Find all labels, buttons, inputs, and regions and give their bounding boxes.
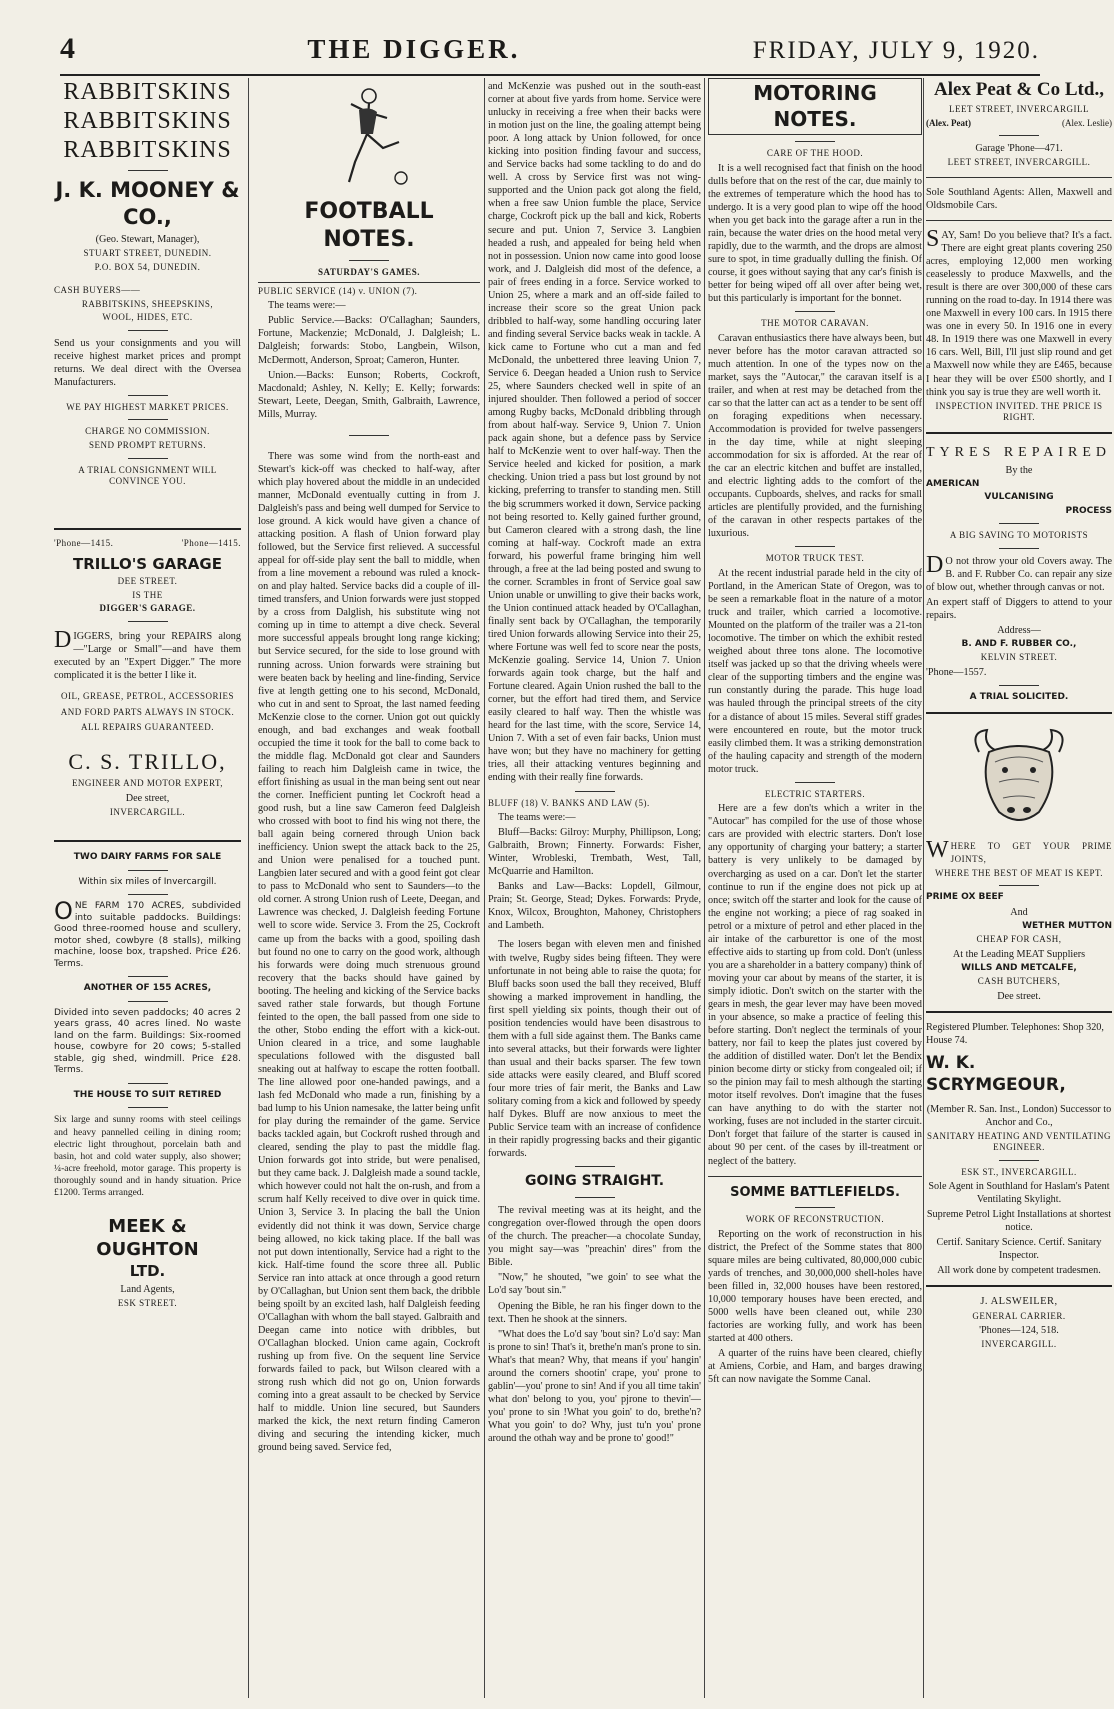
butcher-advert <box>926 722 1112 1003</box>
divider <box>999 885 1039 886</box>
divider <box>128 458 168 459</box>
tyres-trial: A TRIAL SOLICITED. <box>969 692 1069 703</box>
tyres-by-the: By the <box>1005 464 1033 476</box>
divider <box>349 435 389 436</box>
peat-partner: (Alex. Peat) <box>926 117 971 128</box>
bluff-team: Bluff—Backs: Gilroy: Murphy, Phillipson, Long; Galbraith, Brown; Finnerty. Forwards: Fisher, Winter, Wrobleski, Trembath, West, Tall, McQuarrie and Hamilton. <box>488 827 701 878</box>
somme-body: A quarter of the ruins have been cleared, chiefly at Amiens, Corbie, and Ham, and barges drawing 5ft can now navigate the Somme Canal. <box>708 1348 922 1386</box>
column-rule <box>704 78 705 1698</box>
meek-ltd: LTD. <box>129 1261 166 1280</box>
divider <box>795 782 835 783</box>
divider <box>999 523 1039 524</box>
butcher-and: And <box>1010 906 1028 918</box>
football-heading: FOOTBALL NOTES. <box>304 199 434 253</box>
advert-divider <box>54 528 241 530</box>
divider <box>128 621 168 622</box>
teams-were: The teams were:— <box>268 300 346 312</box>
tyres-process: PROCESS <box>1065 505 1112 516</box>
column-5 <box>926 78 1112 1698</box>
tyres-american: AMERICAN <box>926 478 980 489</box>
tyres-company: B. AND F. RUBBER CO., <box>961 638 1077 649</box>
divider <box>575 1197 615 1198</box>
farms-sub: Within six miles of Invercargill. <box>78 876 217 887</box>
divider <box>349 260 389 261</box>
mooney-trial: A TRIAL CONSIGNMENT WILL CONVINCE YOU. <box>78 464 217 487</box>
farm-one: NE FARM 170 ACRES, subdivided into suitable paddocks. Buildings: Good three-roomed house and scullery, motor shed, cowbyre (8 stalls), milking machine, loose box, trapshed. Price £26. Terms. <box>54 901 241 969</box>
drop-cap: S <box>926 226 940 252</box>
issue-date: FRIDAY, JULY 9, 1920. <box>752 37 1040 64</box>
mooney-box: P.O. BOX 54, DUNEDIN. <box>94 261 201 272</box>
mooney-goods: WOOL, HIDES, ETC. <box>102 312 193 323</box>
advert-divider <box>54 840 241 842</box>
scrymgeour-advert <box>926 1021 1112 1278</box>
trillo-town: INVERCARGILL. <box>109 806 186 817</box>
peat-street: LEET STREET, INVERCARGILL. <box>947 157 1091 168</box>
match-report-continued: and McKenzie was pushed out in the south-east corner at about five yards from home. Service were unlucky in receiving a free when their backs were in motion just on the line, the goaling attempt being poor. A long attack by Union followed, for once kicking into position finding favour and success, and Service backs had some tackling to do and do well. A cross by Service first was not wing-supported and the Union pack got along the field, when a free saw Union fumble the place, Service charge, Cockroft pick up the ball and kick, Roberts secure and put. Union 7, Service 3. Langbien headed a rush, and appealed for being held when not in possession. Union now came into good loose work, and J. Dalgleish did most of the defence, a pair of frees ending in a force. Service worked to Union 25, where a mark and an off-side failed to increase their score so the great Union pack dribbled to half-way, some handling occuring later and finding several Service backs weak in tackle. A kick came to Fortune who cut a man and fed McDonald, the unbettered three leaving Union 7, Service 6. Deegan headed a Union rush to Service 25, where Saunders checked well in spite of an injured shoulder. Then followed a period of soccer among Rugby backs, McDonald dribbling through from about half-way. Service 9, Union 7. Union pack again shone, but a defence pass by Service half to McKenzie went to over half-way. Then the Service heeled and kicked for position, a mark checking. Union tried a pass but lost ground by not kicking, preferring to transfer to standing men. Still the big scrummers worked it down, Service packing not being resorted to. Kelly gained further ground, but Cameron cleared with a strong dash, the line coming at half-way. Cockroft made an extra forward, his powerful frame bringing him well through, a free at the lad being posted and swung to the corner. Scrambles in front of Service goal saw Union unable or unwilling to give their backs work, the Union continued attack headed by O'Callaghan, finally sent back by O'Callaghan, the temporarily tired Union forwards allowing Service into their 25, where Fortune was well fed to score near the posts, McKenzie goaling. Service 14, Union 7. Union forwards again took charge, but the half and Fortune cleared. Again Union rushed the ball to the corner, but the effort had tired them, and Service easily cleared to half way. Then the whistle was heard for the last time, with the score, Service 14, Union 7. With a set of even fair backs, Union must have won; but they have no machinery for getting tries, all their attacking ventures beginning and ending with their really fine forwards. <box>488 81 701 784</box>
butcher-leading: At the Leading MEAT Suppliers <box>952 948 1086 960</box>
column-4 <box>708 78 922 1698</box>
peat-say: AY, Sam! Do you believe that? It's a fact. There are eight great plants covering 250 acres, employing 12,000 men working ceaselessly to produce Maxwells, and the result is there are over 300,000 of these cars running on the road to-day. In 1914 there was one Maxwell in every 100 cars. In 1915 there was one in every 50. In 1916 one in every 48. In 1919 there was one Maxwell in every 16 cars. Well, Bill, I'll just slip round and get a Maxwell now while they are £465, because I hear they will be over £500 shortly, and I think you say is true they are well worth it. <box>926 230 1112 398</box>
trillo-oil: OIL, GREASE, PETROL, ACCESSORIES AND FORD PARTS ALWAYS IN STOCK. <box>60 690 235 718</box>
tyres-expert: An expert staff of Diggers to attend to your repairs. <box>926 596 1112 621</box>
mooney-returns: SEND PROMPT RETURNS. <box>88 439 207 450</box>
scrymgeour-sanitary: SANITARY HEATING AND VENTILATING ENGINEER. <box>926 1130 1112 1153</box>
truck-heading: MOTOR TRUCK TEST. <box>765 553 865 564</box>
trillo-is-the: IS THE <box>132 589 163 600</box>
caravan-body: Caravan enthusiastics there have always been, but never before has the motor caravan attracted so much attention. In one of the types now on the market, says the "Autocar," the caravan itself is a trailer, and when at rest may be detached from the car so that the latter can act as a tender to be sent off on foraging expeditions when necessary. Accommodation is provided for twelve passengers in the day time, while at night sleeping accommodation for six is afforded. At the rear of the car an electric kitchen and buffet are installed, and electric lighting adds to the comfort of the occupants. Cupboards, shelves, and racks for small articles are plentifully provided, and the furnishing of the caravan in other respects partakes of the luxurious. <box>708 332 922 540</box>
going-straight-body: Opening the Bible, he ran his finger down to the text. Then he shook at the sinners. <box>488 1300 701 1325</box>
trillo-body: IGGERS, bring your REPAIRS along —"Large or Small"—and have them executed by an "Expert Digger." The more complicated it is the better I like it. <box>54 630 241 681</box>
peat-name: Alex Peat & Co Ltd., <box>934 79 1104 100</box>
drop-cap: D <box>54 626 72 653</box>
mooney-charge: CHARGE NO COMMISSION. <box>85 426 210 437</box>
scrymgeour-name: W. K. SCRYMGEOUR, <box>926 1053 1066 1095</box>
tyres-vulcanising: VULCANISING <box>984 492 1054 503</box>
house-body: Six large and sunny rooms with steel ceilings and heavy pannelled ceiling in dining room; electric light throughout, porcelain bath and basin, hot and cold water supply, also shower; ¼-acre freehold, motor garage. This property is thoroughly sound and in handy situation. Price £1200. Terms arranged. <box>54 1115 241 1199</box>
mooney-manager: (Geo. Stewart, Manager), <box>95 234 200 246</box>
column-rule <box>923 78 924 1698</box>
farm-another: ANOTHER OF 155 ACRES, <box>83 983 212 994</box>
football-sub: SATURDAY'S GAMES. <box>317 267 421 278</box>
divider <box>795 141 835 142</box>
alsweiler-phones: 'Phones—124, 518. <box>979 1325 1059 1337</box>
trillo-dee: Dee street, <box>125 792 170 804</box>
meek-street: ESK STREET. <box>117 1297 178 1308</box>
column-rule <box>484 78 485 1698</box>
peat-garage-phone: Garage 'Phone—471. <box>975 143 1063 155</box>
tyres-address-label: Address— <box>997 624 1041 636</box>
divider <box>795 311 835 312</box>
divider <box>258 282 480 283</box>
tyres-street: KELVIN STREET. <box>980 652 1058 663</box>
match-report: There was some wind from the north-east and Stewart's kick-off was checked to half-way, after which play hovered about the middle in an undecided manner, McDonald eventually cutting in from J. Dalgleish's pass and being well dumped for Service to lose ground. A kick would have given a chance of attacking position. A flash of Union forward play followed, but the Service first relieved. A successful appeal for off-side play sent the ball to middle, when from a line movement a rebound was ruled a knock-on and play halted. Service backs did a couple of ill-timed transfers, and Union forwards were just stopped by a cross from Dalglish, his substitute wing not coming up in time to attempt a dive check. Several more successful appeals brought long range kicking; but Service secured, for the side to lose ground with running across. Union forwards were straining but were beaten back by heeling and line-finding, Service five at length getting one to his second, McDonald, who cut in and sent to Sproat, the last named feeding McKenzie close to the corner. Union got out quickly enough, and bad exchanges and weak football occupied the time it took for the ball to come back to the middle flag. McDonald got clear and Saunders failing to reach him Dalgleish came in twice, the effort finishing as usual in the man being sent out near the corner. Inefficient punting let Cockroft head a good rush, but a line saw Cameron feed Dalgleish who crossed with boot to find his wing not there, the ball again being cornered through Union back inefficiency. Union swept the attack back to the 25, and Union were penalised for a touched punt. Langbien later secured and with a good feint got clear to pass to McDonald who sent to Saunders—to the old corner. A strong Union rush of Leete, Deegan, and Lawrence was checked, J. Dalgleish feeding Fortune well to score wide. Service 3. From the 25, Cockroft came up from the backs with a good, spoiling dash but found no one to carry on the good work, although his forwards were doing much strenuous ground recovery that the backs should have gained by booting. The heeling and kicking of the Service backs saved rather stale forwards, but though Fortune feinted to the open, the ball passed from one side to the other, Stobo ending the effort with a kick-out. Union cleared in a trice, and some laughable speculations followed with the disgusted ball sneaking out at halfway to escape the rotten football. The line allowed poor one-handed pawings, and a lash fed McDonald who made a run, finishing by a bad lump to his Union namesake, the latter being unfit for play during the remainder of the game. Service backs tackled again, but Cockroft rushed through and cleared, sending the play to past the middle flag. Union forwards got into stride, but were penalised, but they came back. J. Dalgleish made a sound tackle, which however could not halt the on-rush, and from a scrum half Kelly received to dive over in quick time. Union 3, Service 3. In placing the ball the Union evidently did not think it was down, Service charge being allowed, no kick taking place. If the ball was not put down intentionally, Service had a right to the kick. Half-time found the score three all. Public Service ran into attack at once through a good return by O'Callaghan, but Union sent them back, the dribble being spoilt by an excited lash, half Dalgleish feeding O'Callaghan with whom the ball stayed. Galbraith and Deegan came into notice with dribbles, but O'Callaghan blocked. Union came again, Cockroft rushing up from five. On the sequent line Service forwards failed to pack, but Wilson cleared with a strong rush which did not go on, Union forwards coming into a great assault to be checked by Service half to middle. Union line secured, but Saunders marked the kick, the next return finding Cameron diving and securing the intending kicker, much ground being saved. Service fed, <box>258 450 480 1454</box>
divider <box>795 1207 835 1208</box>
rabbitskins-line: RABBITSKINS <box>63 107 232 134</box>
drop-cap: W <box>926 836 949 863</box>
somme-body: Reporting on the work of reconstruction in his district, the Prefect of the Somme states that 800 square miles are being cultivated, 80,000,000 cubic yards of trenches, and 30,000,000 shell-holes have been filled in, 32,000 houses have been restored, 10,000 temporary houses have been erected, and 5000 wells have been cleaned out, while 230 factories are working fully, and work has been started at 400 others. <box>708 1228 922 1345</box>
column-1 <box>54 78 241 1698</box>
butcher-firm: WILLS AND METCALFE, <box>961 962 1077 973</box>
alsweiler-name: J. ALSWEILER, <box>980 1296 1058 1308</box>
mooney-street: STUART STREET, DUNEDIN. <box>83 248 212 259</box>
advert-divider <box>926 432 1112 434</box>
tyres-phone: 'Phone—1557. <box>926 666 987 678</box>
going-straight-heading: GOING STRAIGHT. <box>524 1173 665 1190</box>
rabbitskins-line: RABBITSKINS <box>63 79 232 105</box>
tyres-advert <box>926 444 1112 704</box>
divider <box>999 1160 1039 1161</box>
page-number: 4 <box>60 32 75 65</box>
footballer-illustration <box>329 82 409 192</box>
house-heading: THE HOUSE TO SUIT RETIRED <box>73 1089 222 1100</box>
scrymgeour-member: (Member R. San. Inst., London) Successor to Anchor and Co., <box>926 1103 1112 1128</box>
rabbitskins-line: RABBITSKINS <box>63 136 232 163</box>
mooney-send: Send us your consignments and you will receive highest market prices and prompt returns. We deal direct with the Oversea Manufacturers. <box>54 337 241 388</box>
meek-advert <box>54 1215 241 1309</box>
tyres-body: O not throw your old Covers away. The B. and F. Rubber Co. can repair any size of blow out, whether through canvas or not. <box>926 555 1112 593</box>
butcher-prime: PRIME OX BEEF <box>926 892 1004 903</box>
butcher-cheap: CHEAP FOR CASH, <box>976 934 1062 945</box>
peat-advert <box>926 78 1112 424</box>
divider <box>128 330 168 331</box>
butcher-wether: WETHER MUTTON <box>1022 920 1112 931</box>
mooney-goods: RABBITSKINS, SHEEPSKINS, <box>81 298 214 309</box>
divider <box>128 976 168 977</box>
divider <box>926 177 1112 178</box>
divider <box>999 685 1039 686</box>
peat-partner: (Alex. Leslie) <box>1062 117 1112 128</box>
tyres-heading: TYRES REPAIRED <box>926 444 1112 460</box>
column-2 <box>258 78 480 1698</box>
divider <box>795 546 835 547</box>
divider <box>708 1176 922 1177</box>
trillo-owner: C. S. TRILLO, <box>68 748 227 774</box>
divider <box>575 791 615 792</box>
trillo-phone: 'Phone—1415. <box>181 537 241 548</box>
going-straight-body: "Now," he shouted, "we goin' to see what the Lo'd say 'bout sin." <box>488 1272 701 1297</box>
trillo-advert <box>54 538 241 819</box>
motoring-heading: MOTORING NOTES. <box>708 78 922 135</box>
paper-title: THE DIGGER. <box>307 34 521 64</box>
divider <box>128 870 168 871</box>
trillo-guaranteed: ALL REPAIRS GUARANTEED. <box>80 722 215 733</box>
scrymgeour-registered: Registered Plumber. Telephones: Shop 320, House 74. <box>926 1021 1104 1046</box>
butcher-dee: Dee street. <box>997 990 1041 1002</box>
trillo-engineer: ENGINEER AND MOTOR EXPERT, <box>71 778 224 789</box>
mooney-pay: WE PAY HIGHEST MARKET PRICES. <box>66 401 229 412</box>
trillo-name: TRILLO'S GARAGE <box>73 555 222 574</box>
tyres-big-saving: A BIG SAVING TO MOTORISTS <box>949 530 1089 541</box>
meek-name: MEEK & OUGHTON <box>96 1216 199 1261</box>
scrymgeour-agent: Sole Agent in Southland for Haslam's Patent Ventilating Skylight. <box>928 1181 1110 1206</box>
alsweiler-town: INVERCARGILL. <box>981 1339 1057 1350</box>
scrymgeour-certif: Certif. Sanitary Science. Certif. Sanitary Inspector. <box>936 1237 1102 1262</box>
caravan-heading: THE MOTOR CARAVAN. <box>761 318 869 329</box>
divider <box>999 135 1039 136</box>
meek-agents: Land Agents, <box>120 1283 175 1295</box>
divider <box>128 1107 168 1108</box>
teams-were: The teams were:— <box>498 812 576 824</box>
union-team: Union.—Backs: Eunson; Roberts, Cockroft, Macdonald; Ashley, N. Kelly; E. Kelly; forwards: Stewart, Leete, Deegan, Smith, Galbraith, Lawrence, Mills, Murray. <box>258 369 480 420</box>
butcher-cash: CASH BUTCHERS, <box>977 976 1061 987</box>
service-team: Public Service.—Backs: O'Callaghan; Saunders, Fortune, Mackenzie; McDonald, J. Dalgleish; L. Dalgleish; forwards: Stobo, Langbein, Wilson, McDermott, Anderson, Sproat; Cameron, Hunter. <box>258 315 480 366</box>
hood-body: It is a well recognised fact that finish on the hood dulls before that on the rest of the car, due mainly to the extremes of temperature which the hood has to undergo. It is a very good plan to wipe off the hood when you get back into the garage after a run in the rain, because the water dries on the hood metal very rapidly, due to the warmth, and the drops are almost sure to spot, in time gradually dulling the finish. Of course, it goes without saying that any car's finish is better for being wiped off all over after being wet, but this particularly is important for the bonnet. <box>708 162 922 305</box>
divider <box>128 1001 168 1002</box>
going-straight-body: "What does the Lo'd say 'bout sin? Lo'd say: Man is prone to sin! That's it, brethe'n man's prone to sin. What's that mean? Why, that means if you' hangin' around the corners shootin' crape, you' prone to gablin'—you' prone to sin! And if you all time takin' what don' belong to you, you' pjrone to thevin'—you' prone to sin !What you goin' to do, brethe'n? What you goin' to do? Why, just tu'n you' prone around the othah way and be prone to' good!" <box>488 1328 701 1444</box>
alsweiler-carrier: GENERAL CARRIER. <box>972 1310 1066 1321</box>
mooney-name: J. K. MOONEY & CO., <box>55 178 240 230</box>
divider <box>128 1083 168 1084</box>
starters-body: Here are a few don'ts which a writer in the "Autocar" has compiled for the use of those whose cars are provided with electric starters. Don't lose any opportunity of charging your battery; a starter battery is very unlikely to be damaged by overcharging as used on a car. Don't let the starter continue to run if the engine does not pick up at once; switch off the starter and look for the cause of the engine not working; a piece of rag soaked in petrol or a mixture of petrol and ether placed in the air intake of the carburettor is one of the most effective aids to starting up from cold. Don't (unless you are a shareholder in a battery company) think of moving your car about by means of the starter, it is simply idiotic. Don't switch on the starter with the gears in mesh, the gear lever may have been moved in your absence, so make a practice of feeling this before starting. Don't neglect the terminals of your battery, nor fail to keep the plates just covered by the addition of distilled water. Don't let the Bendix pinion become dirty or sticky from congealed oil; if so the pinion may fail to mesh although the starting motor itself revolves. Don't imagine that the fuses can have anything to do with the starter not working, fuses are not included in the starter circuit. Don't forget that failure of the starter is caused in about 90 per cent. of the cases by ill-treatment or neglect of the battery. <box>708 803 922 1167</box>
column-rule <box>248 78 249 1698</box>
masthead <box>60 32 1040 76</box>
scrymgeour-work: All work done by competent tradesmen. <box>937 1265 1101 1277</box>
farms-advert <box>54 852 241 1199</box>
match-two: BLUFF (18) V. BANKS AND LAW (5). <box>488 797 650 808</box>
farms-heading: TWO DAIRY FARMS FOR SALE <box>73 852 222 863</box>
advert-divider <box>926 712 1112 714</box>
bluff-report: The losers began with eleven men and finished with twelve, Rugby sides being fifteen. They were unfortunate in not being able to raise the quota; for Bluff backs soon used the ball they received, Bluff showing a marked improvement in handling, the first spell yielding six points, though their out of position tendencies would have been disastrous to them with a full side against them. The Banks came into several attacks, but their forwards were lighter than usual and their backs sparser. The few town side attacks were easily cleared, and Bluff scored four more tries of fair merit, the Banks and Law solitary coming from a kick and followed by speedy half Dykes. Bluff are now anxious to meet the Public Service team with an increase of confidence in their rapidly progressing backs and their gigantic forwards. <box>488 939 701 1160</box>
somme-heading: SOMME BATTLEFIELDS. <box>730 1184 900 1200</box>
peat-street: LEET STREET, INVERCARGILL <box>949 104 1089 115</box>
divider <box>575 1166 615 1167</box>
trillo-phone: 'Phone—1415. <box>54 537 114 548</box>
scrymgeour-petrol: Supreme Petrol Light Installations at shortest notice. <box>926 1209 1112 1234</box>
truck-body: At the recent industrial parade held in the city of Portland, in the American State of Oregon, was to be seen a remarkable float in the nature of a motor truck and trailer, which carried a locomotive. Mounted on the platform of the trailer was a 21-ton locomotive. The timber on which the exhibit rested weighed about three tons alone. The locomotive itself was jacked up so that the driving wheels were clear of the supporting timbers and the engine was run constantly during the parade. This huge load was hauled through the principal streets of the city for a distance of about 15 miles. Several stiff grades were encountered en route, but the motor truck easily climbed them. It was a striking demonstration of the hauling capacity and strength of the modern motor truck. <box>708 568 922 775</box>
peat-agents: Sole Southland Agents: Allen, Maxwell and Oldsmobile Cars. <box>926 186 1112 211</box>
mooney-advert <box>54 177 241 487</box>
ox-head-illustration <box>959 722 1079 832</box>
butcher-where: WHERE THE BEST OF MEAT IS KEPT. <box>934 867 1104 878</box>
footballer-figure <box>329 82 409 192</box>
column-3 <box>488 78 701 1698</box>
advert-divider <box>926 1011 1112 1013</box>
scrymgeour-esk: ESK ST., INVERCARGILL. <box>961 1166 1077 1177</box>
drop-cap: O <box>54 897 73 926</box>
banks-team: Banks and Law—Backs: Lopdell, Gilmour, Prain; St. George, Stead; Dykes. Forwards: Pryde, Knox, Wilcox, Broughton, Mahoney, Christophers and Lambeth. <box>488 881 701 932</box>
trillo-digger-garage: DIGGER'S GARAGE. <box>99 603 196 614</box>
divider <box>128 395 168 396</box>
divider <box>128 419 168 420</box>
somme-sub: WORK OF RECONSTRUCTION. <box>745 1214 885 1225</box>
divider <box>128 894 168 895</box>
divider <box>999 548 1039 549</box>
starters-heading: ELECTRIC STARTERS. <box>764 788 866 799</box>
match-one: PUBLIC SERVICE (14) v. UNION (7). <box>258 285 418 296</box>
advert-divider <box>926 1285 1112 1287</box>
trillo-street: DEE STREET. <box>117 576 178 587</box>
divider <box>128 170 168 171</box>
butcher-where: HERE TO GET YOUR PRIME JOINTS, <box>950 840 1112 864</box>
hood-heading: CARE OF THE HOOD. <box>766 148 864 159</box>
going-straight-body: The revival meeting was at its height, and the congregation over-flowed through the open doors of the church. The preacher—a chocolate Sunday, you might say—was "preachin' dires" from the Bible. <box>488 1205 701 1269</box>
divider <box>926 220 1112 221</box>
drop-cap: D <box>926 551 944 578</box>
peat-inspection: INSPECTION INVITED. THE PRICE IS RIGHT. <box>935 400 1103 423</box>
farm-two: Divided into seven paddocks; 40 acres 2 years grass, 40 acres lined. No waste land on the farm. Buildings: Six-roomed house, cowbyre for 20 cows; 5-stalled stable, gig shed, windmill. Price £28. Terms. <box>54 1007 241 1076</box>
alsweiler-advert <box>926 1295 1112 1351</box>
rabbitskins-banner <box>54 78 241 164</box>
mooney-cash-buyers: CASH BUYERS—— <box>54 285 141 296</box>
